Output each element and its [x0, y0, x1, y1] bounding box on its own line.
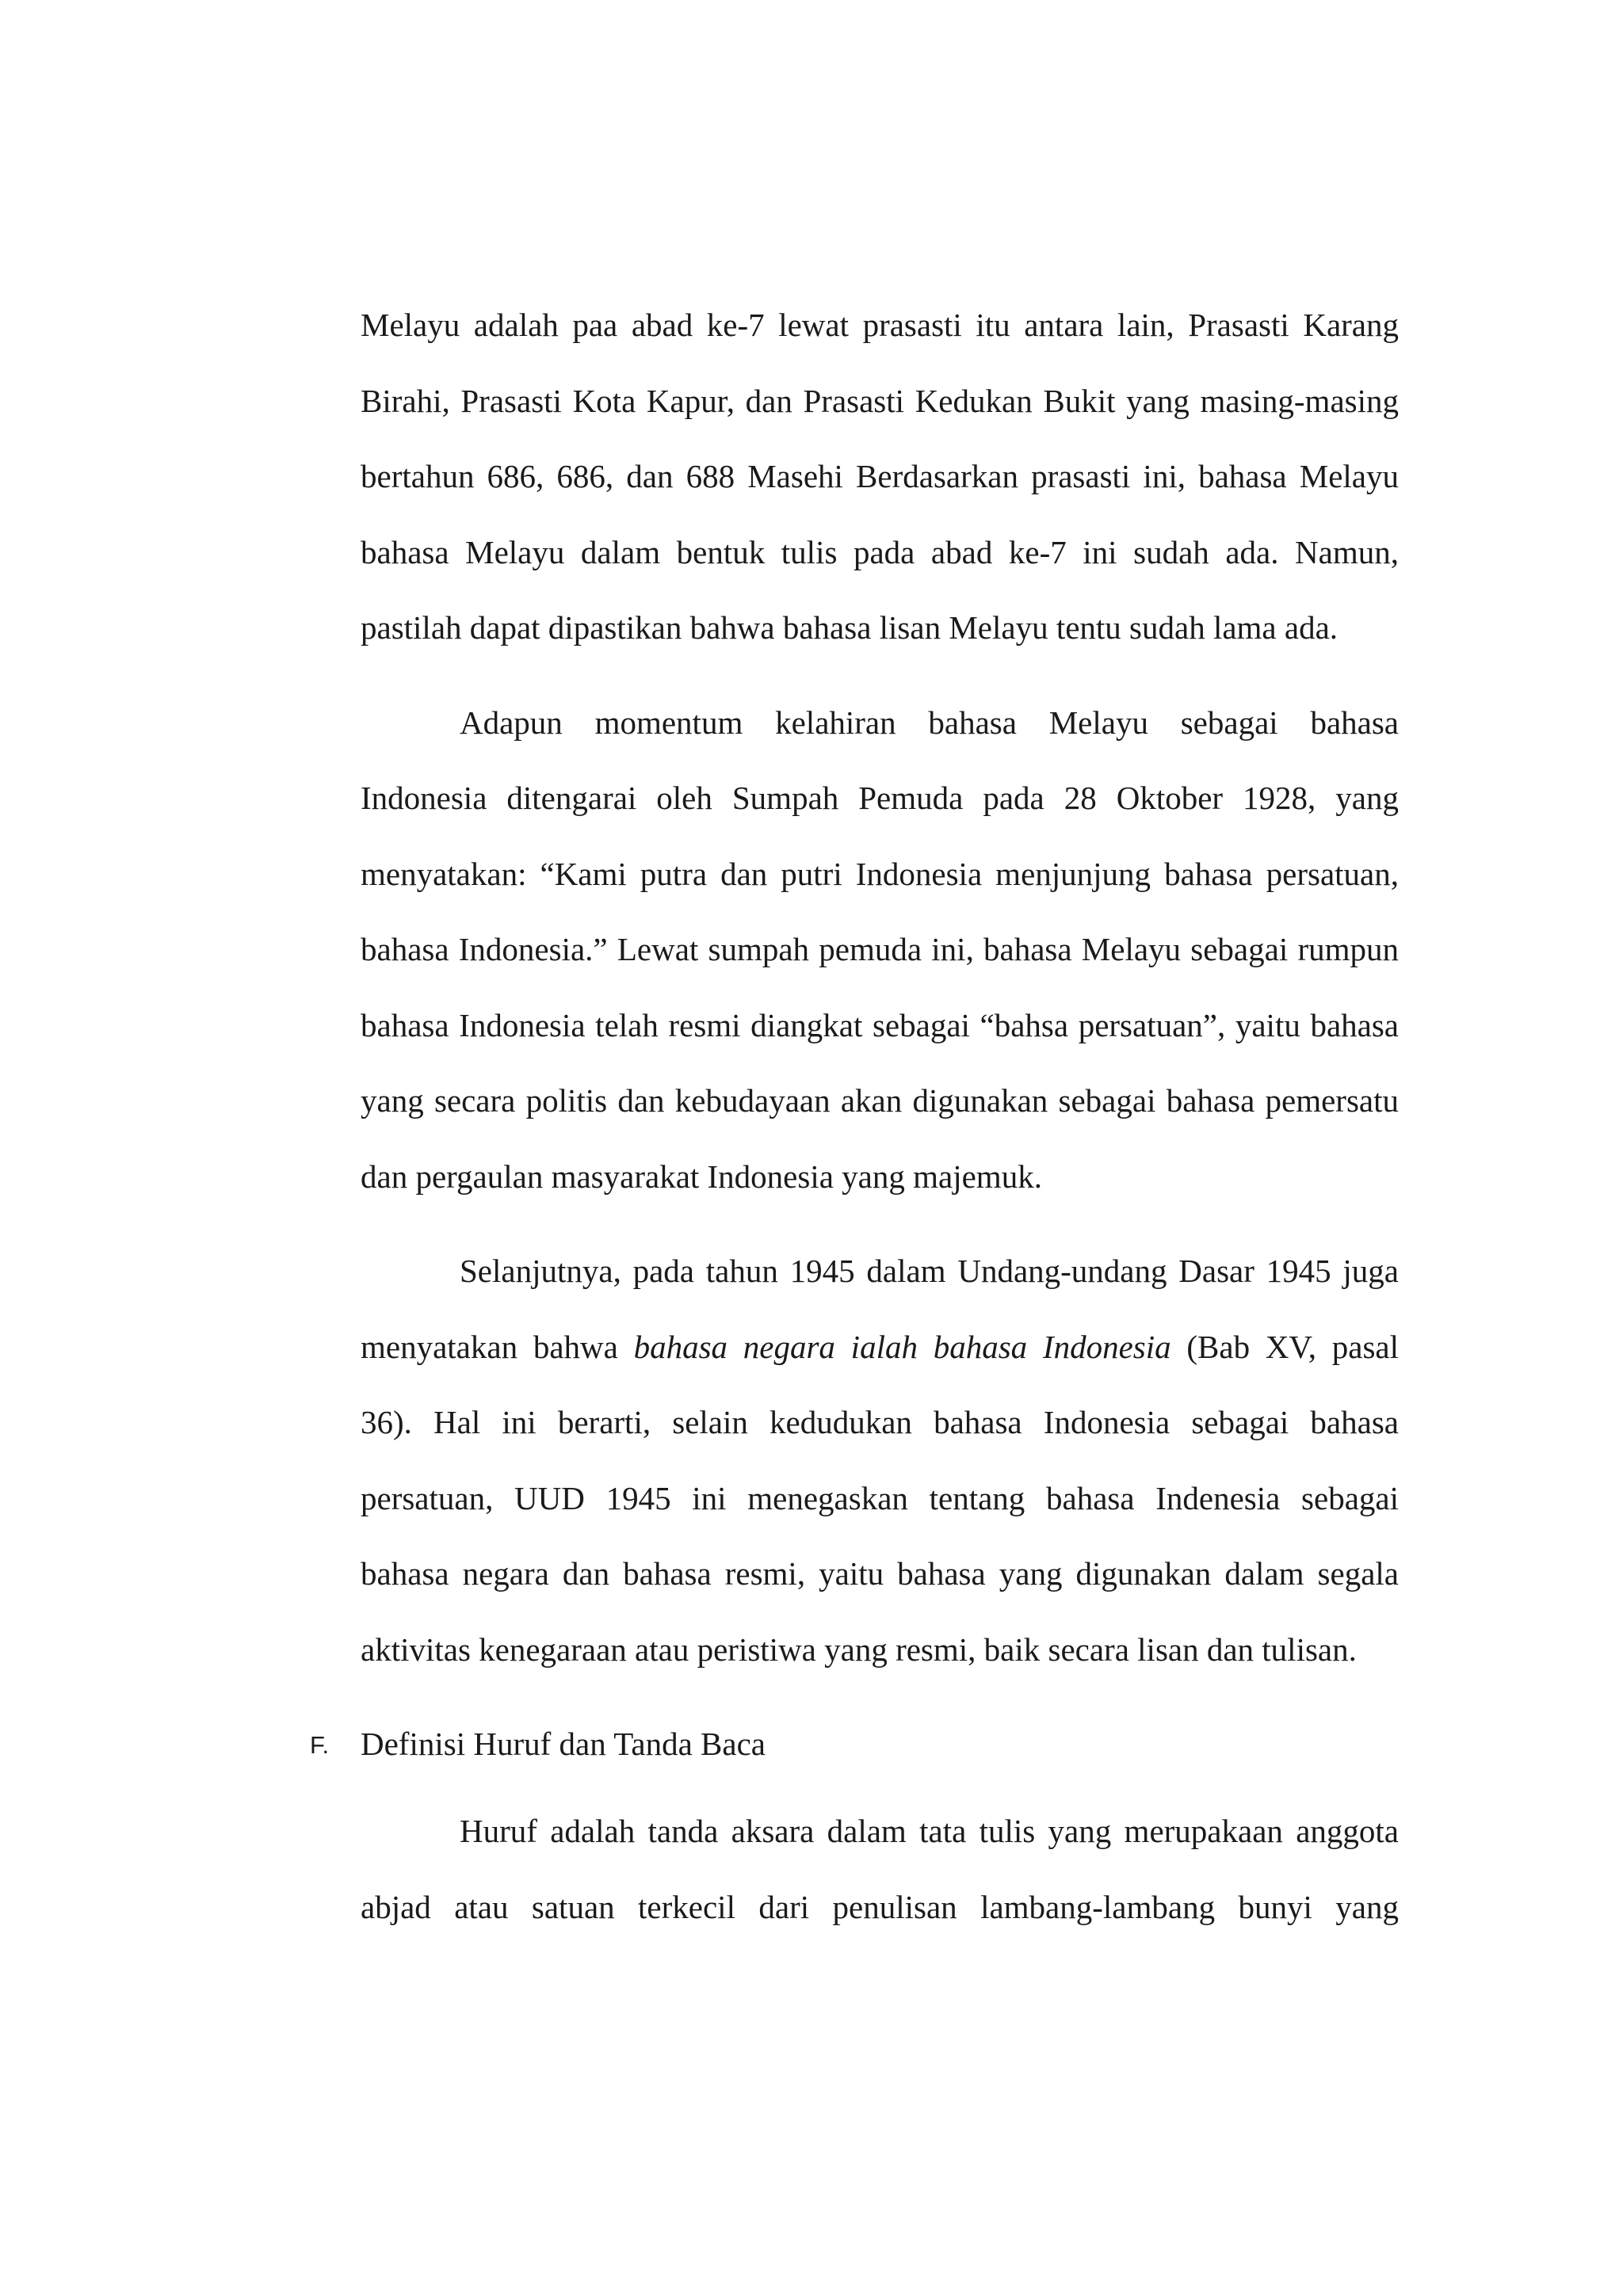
paragraph-line: Birahi, Prasasti Kota Kapur, dan Prasasti Kedukan Bukit yang masing-masing — [361, 382, 1399, 419]
paragraph-line: 36). Hal ini berarti, selain kedudukan bahasa Indonesia sebagai bahasa — [361, 1404, 1399, 1440]
paragraph-line: menyatakan: “Kami putra dan putri Indonesia menjunjung bahasa persatuan, — [361, 855, 1399, 892]
paragraph-line: Indonesia ditengarai oleh Sumpah Pemuda pada 28 Oktober 1928, yang — [361, 780, 1399, 816]
paragraph-line: Melayu adalah paa abad ke-7 lewat prasasti itu antara lain, Prasasti Karang — [361, 307, 1399, 343]
section-heading — [310, 1720, 1399, 1807]
paragraph-line — [361, 1323, 1399, 1399]
italic-phrase: bahasa negara ialah bahasa Indonesia — [633, 1328, 1171, 1365]
paragraph-line: abjad atau satuan terkecil dari penulisan lambang-lambang bunyi yang — [361, 1888, 1399, 1925]
paragraph-line: bahasa Melayu dalam bentuk tulis pada abad ke-7 ini sudah ada. Namun, — [361, 533, 1399, 570]
paragraph-gap — [361, 1701, 1399, 1720]
paragraph-line: dan pergaulan masyarakat Indonesia yang majemuk. — [361, 1158, 1042, 1195]
paragraph-line: aktivitas kenegaraan atau peristiwa yang resmi, baik secara lisan dan tulisan. — [361, 1630, 1357, 1668]
paragraph-line: yang secara politis dan kebudayaan akan digunakan sebagai bahasa pemersatu — [361, 1082, 1399, 1119]
paragraph-line: bertahun 686, 686, dan 688 Masehi Berdasarkan prasasti ini, bahasa Melayu — [361, 458, 1399, 494]
section-label: F. — [310, 1731, 330, 1759]
paragraph-gap — [361, 680, 1399, 699]
paragraph-line: bahasa Indonesia.” Lewat sumpah pemuda ini, bahasa Melayu sebagai rumpun — [361, 931, 1399, 967]
document-page — [310, 301, 1399, 1958]
paragraph-gap — [361, 1228, 1399, 1247]
paragraph-line: pastilah dapat dipastikan bahwa bahasa lisan Melayu tentu sudah lama ada. — [361, 609, 1338, 646]
paragraph-line: Huruf adalah tanda aksara dalam tata tulis yang merupakaan anggota — [460, 1813, 1399, 1849]
text-run: menyatakan bahwa — [361, 1328, 634, 1365]
paragraph-1 — [361, 301, 1399, 680]
paragraph-line: bahasa negara dan bahasa resmi, yaitu bahasa yang digunakan dalam segala — [361, 1555, 1399, 1592]
paragraph-3 — [361, 1247, 1399, 1701]
paragraph-2 — [361, 699, 1399, 1229]
paragraph-4 — [361, 1807, 1399, 1958]
paragraph-line: Selanjutnya, pada tahun 1945 dalam Undang-undang Dasar 1945 juga — [460, 1253, 1399, 1289]
paragraph-line: Adapun momentum kelahiran bahasa Melayu sebagai bahasa — [460, 704, 1399, 741]
section-title: Definisi Huruf dan Tanda Baca — [361, 1726, 766, 1762]
paragraph-line: bahasa Indonesia telah resmi diangkat sebagai “bahsa persatuan”, yaitu bahasa — [361, 1006, 1399, 1043]
text-run: (Bab XV, pasal — [1170, 1328, 1399, 1365]
paragraph-line: persatuan, UUD 1945 ini menegaskan tentang bahasa Indenesia sebagai — [361, 1479, 1399, 1516]
